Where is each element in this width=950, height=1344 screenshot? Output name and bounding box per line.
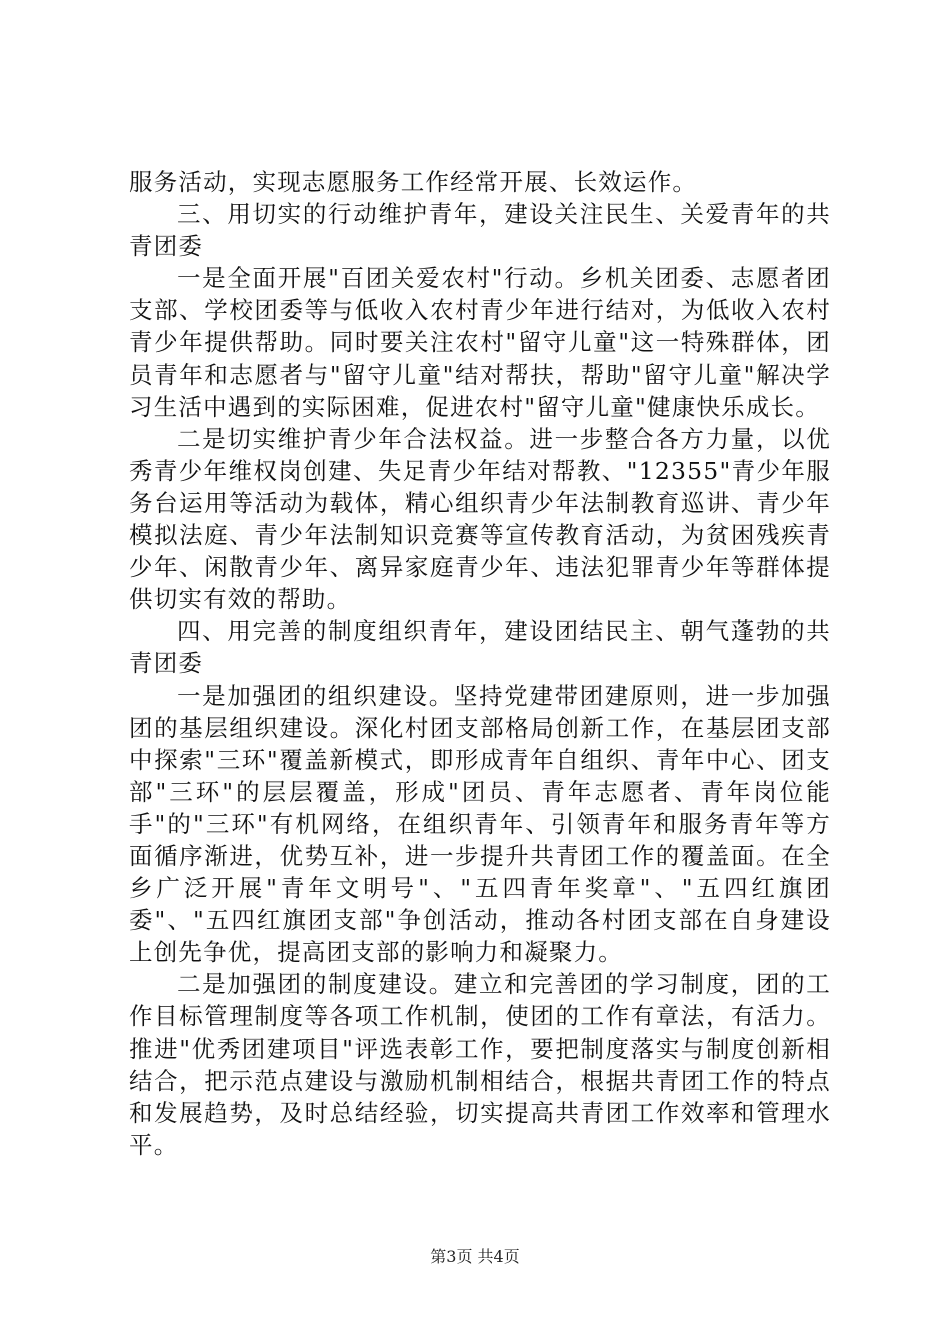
paragraph: 一是加强团的组织建设。坚持党建带团建原则，进一步加强团的基层组织建设。深化村团支部格局创新工作，在基层团支部中探索"三环"覆盖新模式，即形成青年自组织、青年中心、团支部"三环"的层层覆盖，形成"团员、青年志愿者、青年岗位能手"的"三环"有机网络，在组织青年、引领青年和服务青年等方面循序渐进，优势互补，进一步提升共青团工作的覆盖面。在全乡广泛开展"青年文明号"、"五四青年奖章"、"五四红旗团委"、"五四红旗团支部"争创活动，推动各村团支部在自身建设上创先争优，提高团支部的影响力和凝聚力。 bbox=[129, 681, 831, 967]
paragraph: 二是切实维护青少年合法权益。进一步整合各方力量，以优秀青少年维权岗创建、失足青少年结对帮教、"12355"青少年服务台运用等活动为载体，精心组织青少年法制教育巡讲、青少年模拟法庭、青少年法制知识竞赛等宣传教育活动，为贫困残疾青少年、闲散青少年、离异家庭青少年、违法犯罪青少年等群体提供切实有效的帮助。 bbox=[129, 424, 831, 614]
page-number-label: 第3页 共4页 bbox=[430, 1247, 520, 1266]
section-heading-four: 四、用完善的制度组织青年，建设团结民主、朝气蓬勃的共青团委 bbox=[129, 617, 831, 678]
paragraph: 二是加强团的制度建设。建立和完善团的学习制度，团的工作目标管理制度等各项工作机制，使团的工作有章法，有活力。推进"优秀团建项目"评选表彰工作，要把制度落实与制度创新相结合，把示范点建设与激励机制相结合，根据共青团工作的特点和发展趋势，及时总结经验，切实提高共青团工作效率和管理水平。 bbox=[129, 970, 831, 1159]
paragraph: 一是全面开展"百团关爱农村"行动。乡机关团委、志愿者团支部、学校团委等与低收入农村青少年进行结对，为低收入农村青少年提供帮助。同时要关注农村"留守儿童"这一特殊群体，团员青年和志愿者与"留守儿童"结对帮扶，帮助"留守儿童"解决学习生活中遇到的实际困难，促进农村"留守儿童"健康快乐成长。 bbox=[129, 264, 831, 421]
section-heading-three: 三、用切实的行动维护青年，建设关注民生、关爱青年的共青团委 bbox=[129, 200, 831, 261]
paragraph: 服务活动，实现志愿服务工作经常开展、长效运作。 bbox=[129, 168, 698, 196]
page-footer bbox=[0, 1247, 950, 1267]
document-body bbox=[129, 166, 831, 1161]
